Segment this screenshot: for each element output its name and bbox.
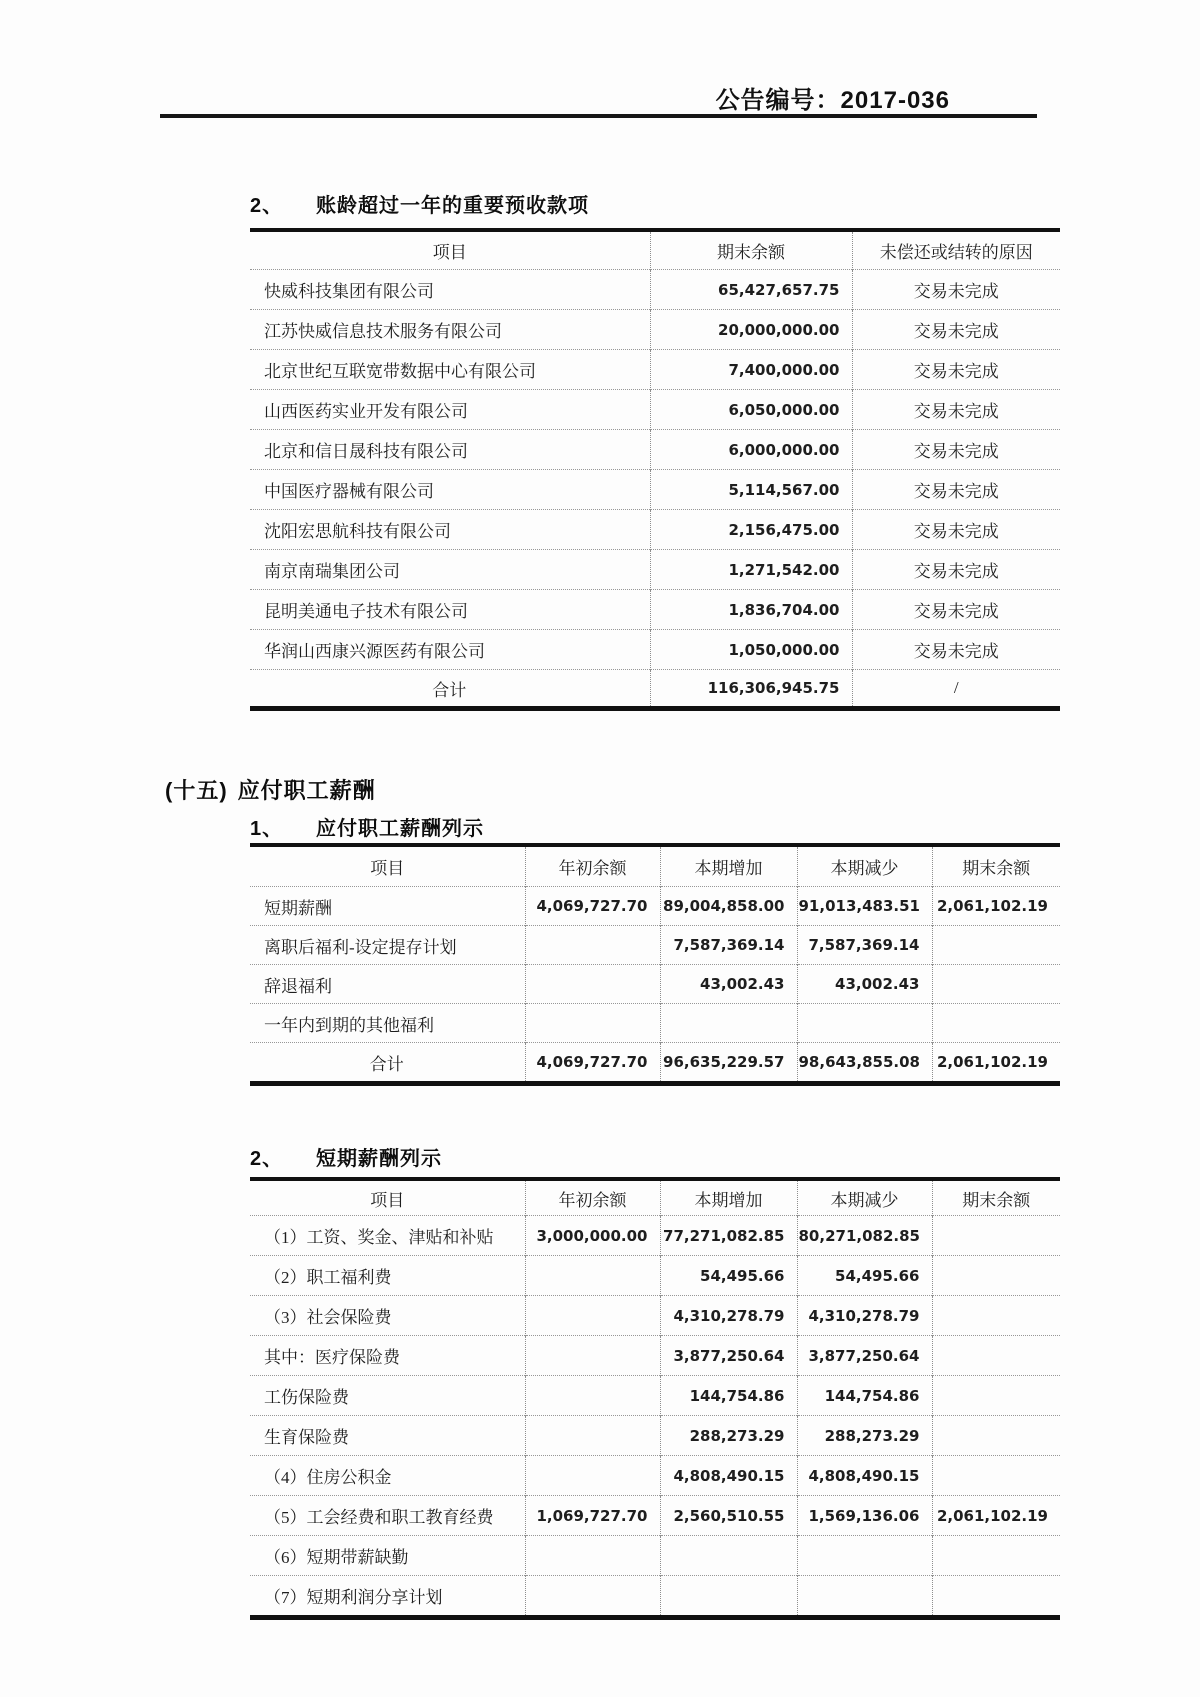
cell: （5）工会经费和职工教育经费: [250, 1496, 525, 1536]
cell: 沈阳宏思航科技有限公司: [250, 510, 650, 550]
table-row: [250, 1496, 1060, 1536]
column-header: 本期减少: [797, 1179, 932, 1216]
column-header: 年初余额: [525, 845, 660, 887]
short-term-compensation-table: [250, 1177, 1060, 1620]
cell: 交易未完成: [852, 590, 1060, 630]
payroll-summary-table: [250, 843, 1060, 1086]
cell: 20,000,000.00: [650, 310, 852, 350]
cell: 一年内到期的其他福利: [250, 1004, 525, 1043]
cell: [797, 1576, 932, 1618]
total-row: [250, 670, 1060, 709]
cell: [525, 1576, 660, 1618]
cell: 144,754.86: [797, 1376, 932, 1416]
cell: [525, 1336, 660, 1376]
cell: [660, 1576, 797, 1618]
cell: 89,004,858.00: [660, 887, 797, 926]
cell: 交易未完成: [852, 430, 1060, 470]
cell: 辞退福利: [250, 965, 525, 1004]
announcement-number: 公告编号：2017-036: [715, 87, 950, 114]
section-number: (十五): [165, 778, 228, 803]
section-title-text: 应付职工薪酬: [237, 778, 376, 803]
cell: 6,000,000.00: [650, 430, 852, 470]
column-header: 本期增加: [660, 1179, 797, 1216]
table-row: [250, 887, 1060, 926]
cell: 98,643,855.08: [797, 1043, 932, 1084]
cell: （4）住房公积金: [250, 1456, 525, 1496]
cell: 7,587,369.14: [797, 926, 932, 965]
column-header: 期末余额: [932, 845, 1060, 887]
cell: 3,000,000.00: [525, 1216, 660, 1256]
cell: 南京南瑞集团公司: [250, 550, 650, 590]
cell: 4,310,278.79: [660, 1296, 797, 1336]
cell: 3,877,250.64: [797, 1336, 932, 1376]
table-row: [250, 310, 1060, 350]
column-header: 项目: [432, 243, 467, 262]
cell: 交易未完成: [852, 510, 1060, 550]
cell: 4,069,727.70: [525, 1043, 660, 1084]
cell: 1,069,727.70: [525, 1496, 660, 1536]
subsection-title-shortterm-list: [250, 1147, 1200, 1171]
cell: [525, 1296, 660, 1336]
cell: 交易未完成: [852, 390, 1060, 430]
cell: [932, 1576, 1060, 1618]
cell: 离职后福利-设定提存计划: [250, 926, 525, 965]
column-header: 本期减少: [797, 845, 932, 887]
subsection-title-payroll-list: [250, 817, 1200, 841]
cell: [797, 1536, 932, 1576]
section-title-text: 账龄超过一年的重要预收款项: [316, 195, 589, 217]
table-row: [250, 1216, 1060, 1256]
cell: （6）短期带薪缺勤: [250, 1536, 525, 1576]
cell: 4,808,490.15: [797, 1456, 932, 1496]
table-row: [250, 630, 1060, 670]
cell: 1,569,136.06: [797, 1496, 932, 1536]
cell: 交易未完成: [852, 550, 1060, 590]
column-header: 期末余额: [932, 1179, 1060, 1216]
cell: 6,050,000.00: [650, 390, 852, 430]
cell: [932, 1256, 1060, 1296]
cell: 2,061,102.19: [932, 1043, 1060, 1084]
table-row: [250, 1376, 1060, 1416]
cell: 7,587,369.14: [660, 926, 797, 965]
cell: 中国医疗器械有限公司: [250, 470, 650, 510]
cell: 短期薪酬: [250, 887, 525, 926]
cell: 2,156,475.00: [650, 510, 852, 550]
cell: 1,050,000.00: [650, 630, 852, 670]
cell: （3）社会保险费: [250, 1296, 525, 1336]
cell: 北京和信日晟科技有限公司: [250, 430, 650, 470]
cell: （2）职工福利费: [250, 1256, 525, 1296]
cell: 96,635,229.57: [660, 1043, 797, 1084]
cell: 3,877,250.64: [660, 1336, 797, 1376]
cell: [525, 1456, 660, 1496]
table-row: [250, 926, 1060, 965]
cell: 交易未完成: [852, 270, 1060, 310]
cell: （7）短期利润分享计划: [250, 1576, 525, 1618]
header-row: [250, 230, 1060, 270]
table-row: [250, 1576, 1060, 1618]
cell: 交易未完成: [852, 470, 1060, 510]
cell: /: [852, 670, 1060, 709]
cell: 4,808,490.15: [660, 1456, 797, 1496]
cell: [525, 926, 660, 965]
header-row: [250, 845, 1060, 887]
cell: 江苏快威信息技术服务有限公司: [250, 310, 650, 350]
cell: 交易未完成: [852, 630, 1060, 670]
table-row: [250, 590, 1060, 630]
cell: [525, 1256, 660, 1296]
column-header: 期末余额: [650, 230, 852, 270]
cell: 交易未完成: [852, 350, 1060, 390]
cell: [932, 926, 1060, 965]
header-rule: [160, 114, 1037, 118]
cell: 116,306,945.75: [650, 670, 852, 709]
cell: 144,754.86: [660, 1376, 797, 1416]
table-row: [250, 1256, 1060, 1296]
cell: 北京世纪互联宽带数据中心有限公司: [250, 350, 650, 390]
cell: 工伤保险费: [250, 1376, 525, 1416]
table-row: [250, 1416, 1060, 1456]
cell: 其中：医疗保险费: [250, 1336, 525, 1376]
column-header: 本期增加: [660, 845, 797, 887]
prepaid-receipts-table: [250, 228, 1060, 711]
cell: 7,400,000.00: [650, 350, 852, 390]
cell: [932, 1536, 1060, 1576]
cell: [932, 1416, 1060, 1456]
cell: 91,013,483.51: [797, 887, 932, 926]
cell: （1）工资、奖金、津贴和补贴: [250, 1216, 525, 1256]
table-row: [250, 550, 1060, 590]
header-row: [250, 1179, 1060, 1216]
cell: 2,061,102.19: [932, 887, 1060, 926]
cell: 80,271,082.85: [797, 1216, 932, 1256]
cell: 快威科技集团有限公司: [250, 270, 650, 310]
cell: 288,273.29: [797, 1416, 932, 1456]
table-row: [250, 965, 1060, 1004]
subsection-number: 2、: [250, 1148, 284, 1170]
cell: [932, 1296, 1060, 1336]
table-row: [250, 510, 1060, 550]
cell: 1,271,542.00: [650, 550, 852, 590]
cell: 65,427,657.75: [650, 270, 852, 310]
subsection-title-text: 短期薪酬列示: [316, 1148, 442, 1170]
column-header: 未偿还或结转的原因: [852, 230, 1060, 270]
cell: 5,114,567.00: [650, 470, 852, 510]
cell: 4,069,727.70: [525, 887, 660, 926]
cell: [525, 1416, 660, 1456]
cell: [932, 1376, 1060, 1416]
cell: [932, 1336, 1060, 1376]
subsection-number: 1、: [250, 818, 284, 840]
cell: [660, 1536, 797, 1576]
cell: [660, 1004, 797, 1043]
cell: [525, 1004, 660, 1043]
table-row: [250, 1536, 1060, 1576]
cell: 43,002.43: [797, 965, 932, 1004]
cell: 54,495.66: [660, 1256, 797, 1296]
cell: 43,002.43: [660, 965, 797, 1004]
table-row: [250, 1336, 1060, 1376]
cell: [932, 1004, 1060, 1043]
table-row: [250, 1004, 1060, 1043]
section-title-prepaid: [250, 190, 1200, 222]
cell: 2,560,510.55: [660, 1496, 797, 1536]
column-header: 项目: [370, 859, 405, 878]
cell: [525, 1376, 660, 1416]
cell: [525, 1536, 660, 1576]
cell: 华润山西康兴源医药有限公司: [250, 630, 650, 670]
table-row: [250, 1456, 1060, 1496]
table-row: [250, 470, 1060, 510]
cell: 昆明美通电子技术有限公司: [250, 590, 650, 630]
column-header: 项目: [370, 1190, 405, 1210]
table-row: [250, 430, 1060, 470]
table-row: [250, 390, 1060, 430]
cell: [932, 965, 1060, 1004]
section-number: 2、: [250, 195, 284, 217]
cell: 2,061,102.19: [932, 1496, 1060, 1536]
table-row: [250, 350, 1060, 390]
cell: 54,495.66: [797, 1256, 932, 1296]
subsection-title-text: 应付职工薪酬列示: [316, 818, 484, 840]
cell: 合计: [250, 1043, 525, 1084]
cell: 1,836,704.00: [650, 590, 852, 630]
cell: [932, 1216, 1060, 1256]
cell: 交易未完成: [852, 310, 1060, 350]
table-row: [250, 1296, 1060, 1336]
total-row: [250, 1043, 1060, 1084]
cell: 生育保险费: [250, 1416, 525, 1456]
cell: [797, 1004, 932, 1043]
cell: 山西医药实业开发有限公司: [250, 390, 650, 430]
cell: 4,310,278.79: [797, 1296, 932, 1336]
section-title-payroll: [165, 777, 1200, 805]
cell: [932, 1456, 1060, 1496]
cell: 288,273.29: [660, 1416, 797, 1456]
cell: 合计: [250, 670, 650, 709]
table-row: [250, 270, 1060, 310]
cell: 77,271,082.85: [660, 1216, 797, 1256]
column-header: 年初余额: [525, 1179, 660, 1216]
cell: [525, 965, 660, 1004]
